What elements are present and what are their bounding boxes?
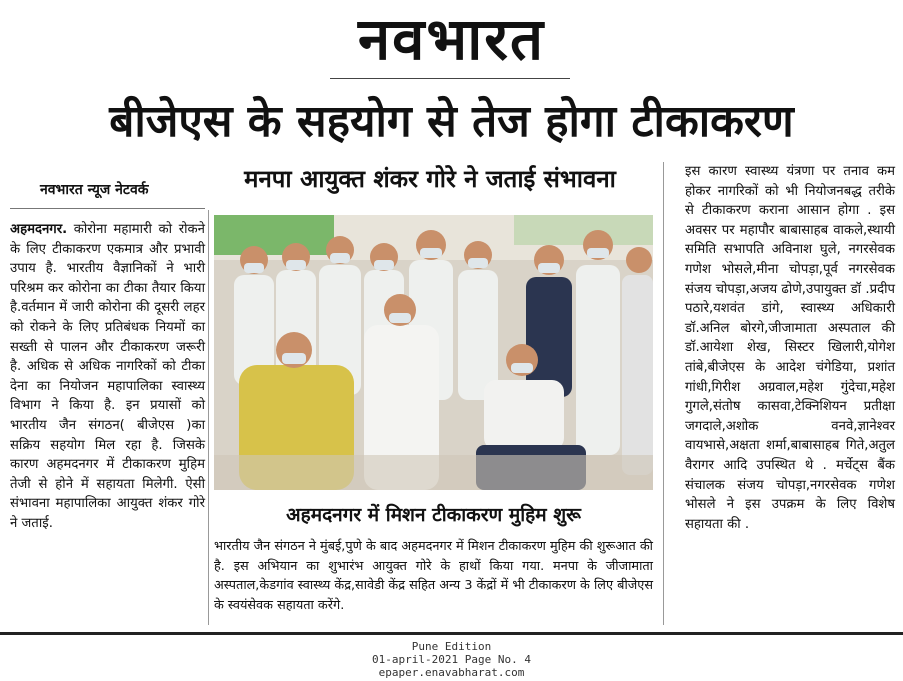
- footer-edition: Pune Edition: [411, 640, 492, 653]
- news-photo: [214, 215, 653, 490]
- left-column-body: कोरोना महामारी को रोकने के लिए टीकाकरण एकमात्र और प्रभावी उपाय है. भारतीय वैज्ञानिकों ने भारी परिश्रम कर कोरोना का टीका तैयार किया है.वर्तमान में जारी कोरोना की दूसरी लहर को रोकने के लिए प्रतिबंधक नियमों का सख्ती से पालन और टीकाकरण जरूरी है. अधिक से अधिक नागरिकों को टीका देना का नियोजन महापालिका स्वास्थ्य विभाग ने किया है. इन प्रयासों को भारतीय जैन संगठन( बीजेएस )का सक्रिय सहयोग मिल रहा है. जिसके कारण अहमदनगर में टीकाकरण मुहिम तेजी से होने में सहायता मिलेगी. ऐसी संभावना महापालिका आयुक्त शंकर गोरे ने जताई.: [10, 222, 205, 531]
- footer-date-page: 01-april-2021 Page No. 4: [372, 653, 531, 666]
- byline-divider: [10, 208, 205, 209]
- caption-body: भारतीय जैन संगठन ने मुंबई,पुणे के बाद अहमदनगर में मिशन टीकाकरण मुहिम की शुरूआत की है. इस अभियान का शुभारंभ आयुक्त गोरे के हाथों किया गया. मनपा के जीजामाता अस्पताल,केडगांव स्वास्थ्य केंद्र,सावेडी केंद्र सहित अन्य 3 केंद्रों में भी टीकाकरण के लिए बीजेएस के स्वयंसेवक सहायता करेंगे.: [214, 539, 653, 613]
- byline: नवभारत न्यूज नेटवर्क: [40, 182, 149, 198]
- page-bottom-rule: [0, 632, 903, 635]
- left-column: [10, 220, 205, 534]
- masthead-divider: [330, 78, 570, 79]
- subheadline: मनपा आयुक्त शंकर गोरे ने जताई संभावना: [244, 165, 616, 193]
- dateline: अहमदनगर.: [10, 222, 68, 237]
- headline: बीजेएस के सहयोग से तेज होगा टीकाकरण: [109, 96, 794, 147]
- caption-title: अहमदनगर में मिशन टीकाकरण मुहिम शुरू: [286, 504, 581, 526]
- column-separator-left: [208, 210, 209, 625]
- footer-site-link[interactable]: epaper.enavabharat.com: [378, 666, 525, 679]
- right-column: [685, 162, 895, 534]
- masthead: नवभारत: [357, 5, 546, 73]
- page-footer: [0, 640, 903, 679]
- column-separator-right: [663, 162, 664, 625]
- news-photo-illustration: [214, 215, 653, 490]
- right-column-body: इस कारण स्वास्थ्य यंत्रणा पर तनाव कम होकर नागरिकों को भी नियोजनबद्ध तरीके से टीकाकरण कराना आसान होगा . इस अवसर पर महापौर बाबासाहब वाकले,स्थायी समिति सभापति अविनाश घुले, नगरसेवक गणेश भोसले,मीना चोपड़ा,पूर्व नगरसेवक संजय चोपड़ा,अजय ढोणे,उपायुक्त डॉ .प्रदीप पठारे,यशवंत डांगे, स्वास्थ्य अधिकारी डॉ.अनिल बोरगे,जीजामाता अस्पताल की डॉ.आयेशा शेख, सिस्टर खिलारी,योगेश तांबे,बीजेएस के आदेश चंगेडिया, प्रशांत गांधी,गिरीश अग्रवाल,महेश गुंदेचा,महेश गुगले,संतोष कासवा,टेक्निशियन प्रतीक्षा जगदाले,अशोक वनवे,ज्ञानेश्वर वायभासे,अक्षता शर्मा,बाबासाहब गिते,अतुल वैरागर आदि उपस्थित थे . मर्चेट्स बैंक संचालक संजय चोपड़ा,नगरसेवक गणेश भोसले ने इस उपक्रम के लिए विशेष सहायता की .: [685, 164, 895, 532]
